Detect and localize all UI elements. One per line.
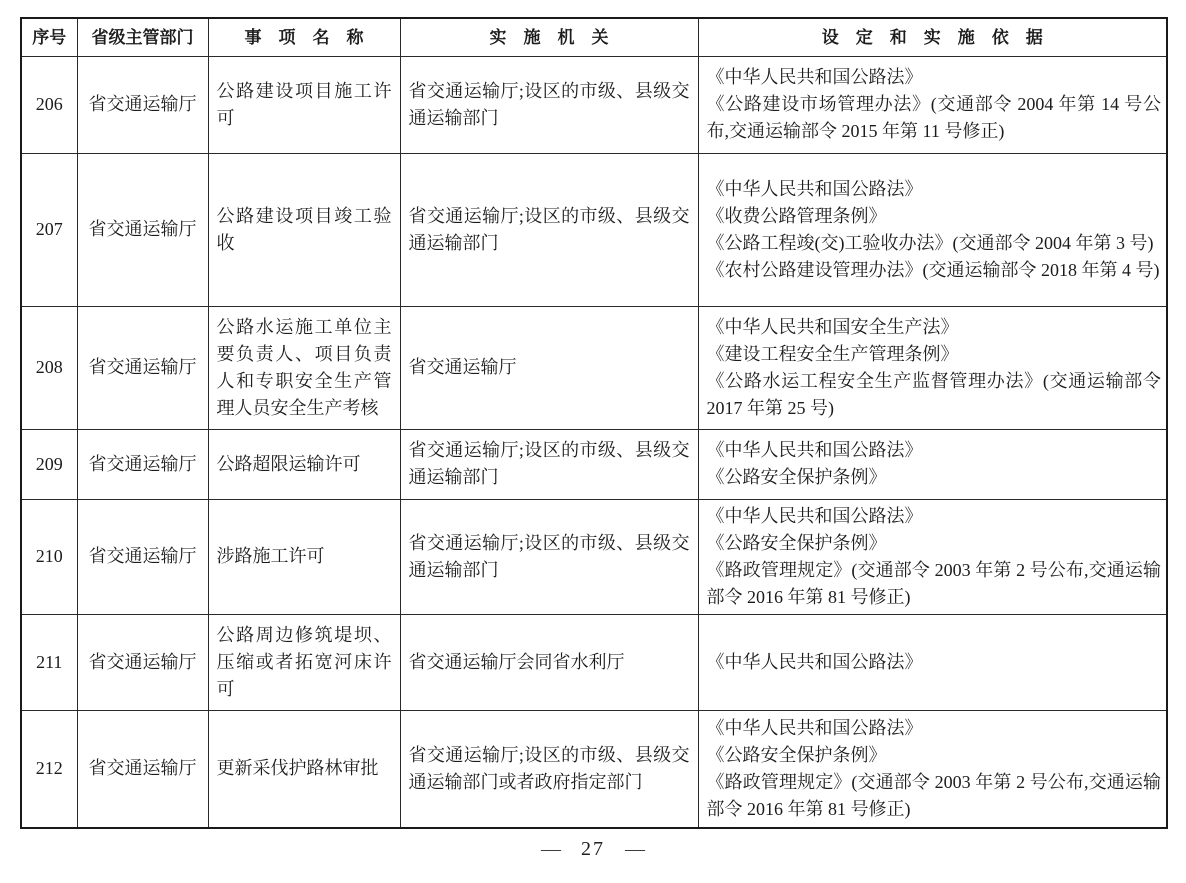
basis-entry: 《公路建设市场管理办法》(交通部令 2004 年第 14 号公布,交通运输部令 2015 年第 11 号修正) [706, 94, 1161, 141]
basis-entry: 《公路安全保护条例》 [706, 467, 887, 487]
basis-entry: 《中华人民共和国公路法》 [706, 651, 923, 672]
basis-entry: 《农村公路建设管理办法》(交通运输部令 2018 年第 4 号) [706, 259, 1160, 280]
row-department: 省交通运输厅 [77, 499, 208, 614]
row-implementing-agency: 省交通运输厅;设区的市级、县级交通运输部门 [400, 153, 698, 306]
table-row [21, 429, 1167, 499]
table-body [21, 56, 1167, 828]
row-basis [698, 153, 1167, 306]
table-header [21, 18, 1167, 56]
row-basis [698, 499, 1167, 614]
basis-entry: 《中华人民共和国公路法》 [706, 440, 923, 460]
row-department: 省交通运输厅 [77, 429, 208, 499]
row-basis [698, 306, 1167, 429]
header-row [21, 18, 1167, 56]
row-item-name: 公路建设项目竣工验收 [208, 153, 400, 306]
row-department: 省交通运输厅 [77, 56, 208, 153]
row-implementing-agency: 省交通运输厅;设区的市级、县级交通运输部门或者政府指定部门 [400, 710, 698, 828]
row-implementing-agency: 省交通运输厅 [400, 306, 698, 429]
row-basis [698, 614, 1167, 710]
row-department: 省交通运输厅 [77, 710, 208, 828]
header-serial-number: 序号 [21, 18, 77, 56]
row-implementing-agency: 省交通运输厅会同省水利厅 [400, 614, 698, 710]
basis-entry: 《收费公路管理条例》 [706, 205, 887, 226]
page-number: 27 [581, 838, 605, 860]
basis-entry: 《中华人民共和国安全生产法》 [706, 316, 959, 337]
table-row [21, 153, 1167, 306]
row-item-name: 公路建设项目施工许可 [208, 56, 400, 153]
row-serial-number: 212 [21, 710, 77, 828]
row-implementing-agency: 省交通运输厅;设区的市级、县级交通运输部门 [400, 499, 698, 614]
row-item-name: 公路超限运输许可 [208, 429, 400, 499]
row-serial-number: 209 [21, 429, 77, 499]
row-item-name: 公路水运施工单位主要负责人、项目负责人和专职安全生产管理人员安全生产考核 [208, 306, 400, 429]
row-basis [698, 56, 1167, 153]
table-row [21, 56, 1167, 153]
table-row [21, 306, 1167, 429]
row-serial-number: 211 [21, 614, 77, 710]
page-footer [0, 838, 1186, 861]
basis-entry: 《中华人民共和国公路法》 [706, 178, 923, 199]
row-implementing-agency: 省交通运输厅;设区的市级、县级交通运输部门 [400, 56, 698, 153]
row-serial-number: 208 [21, 306, 77, 429]
basis-entry: 《路政管理规定》(交通部令 2003 年第 2 号公布,交通运输部令 2016 年第 81 号修正) [706, 771, 1161, 819]
header-implementing-agency: 实 施 机 关 [400, 18, 698, 56]
header-provincial-department: 省级主管部门 [77, 18, 208, 56]
footer-dash-right: — [625, 838, 645, 860]
basis-entry: 《公路工程竣(交)工验收办法》(交通部令 2004 年第 3 号) [706, 232, 1154, 253]
basis-entry: 《公路安全保护条例》 [706, 744, 887, 765]
table-row [21, 614, 1167, 710]
row-serial-number: 206 [21, 56, 77, 153]
row-serial-number: 207 [21, 153, 77, 306]
basis-entry: 《公路安全保护条例》 [706, 532, 887, 553]
row-item-name: 公路周边修筑堤坝、压缩或者拓宽河床许可 [208, 614, 400, 710]
row-item-name: 更新采伐护路林审批 [208, 710, 400, 828]
admin-items-table [20, 17, 1168, 829]
basis-entry: 《中华人民共和国公路法》 [706, 717, 923, 738]
basis-entry: 《路政管理规定》(交通部令 2003 年第 2 号公布,交通运输部令 2016 年第 81 号修正) [706, 559, 1161, 607]
table-row [21, 499, 1167, 614]
row-implementing-agency: 省交通运输厅;设区的市级、县级交通运输部门 [400, 429, 698, 499]
table-row [21, 710, 1167, 828]
header-item-name: 事 项 名 称 [208, 18, 400, 56]
basis-entry: 《中华人民共和国公路法》 [706, 505, 923, 526]
row-department: 省交通运输厅 [77, 306, 208, 429]
row-department: 省交通运输厅 [77, 153, 208, 306]
footer-dash-left: — [541, 838, 561, 860]
row-basis [698, 710, 1167, 828]
basis-entry: 《建设工程安全生产管理条例》 [706, 343, 959, 364]
basis-entry: 《中华人民共和国公路法》 [706, 67, 923, 87]
header-basis: 设 定 和 实 施 依 据 [698, 18, 1167, 56]
row-item-name: 涉路施工许可 [208, 499, 400, 614]
row-department: 省交通运输厅 [77, 614, 208, 710]
row-basis [698, 429, 1167, 499]
basis-entry: 《公路水运工程安全生产监督管理办法》(交通运输部令 2017 年第 25 号) [706, 370, 1161, 418]
row-serial-number: 210 [21, 499, 77, 614]
